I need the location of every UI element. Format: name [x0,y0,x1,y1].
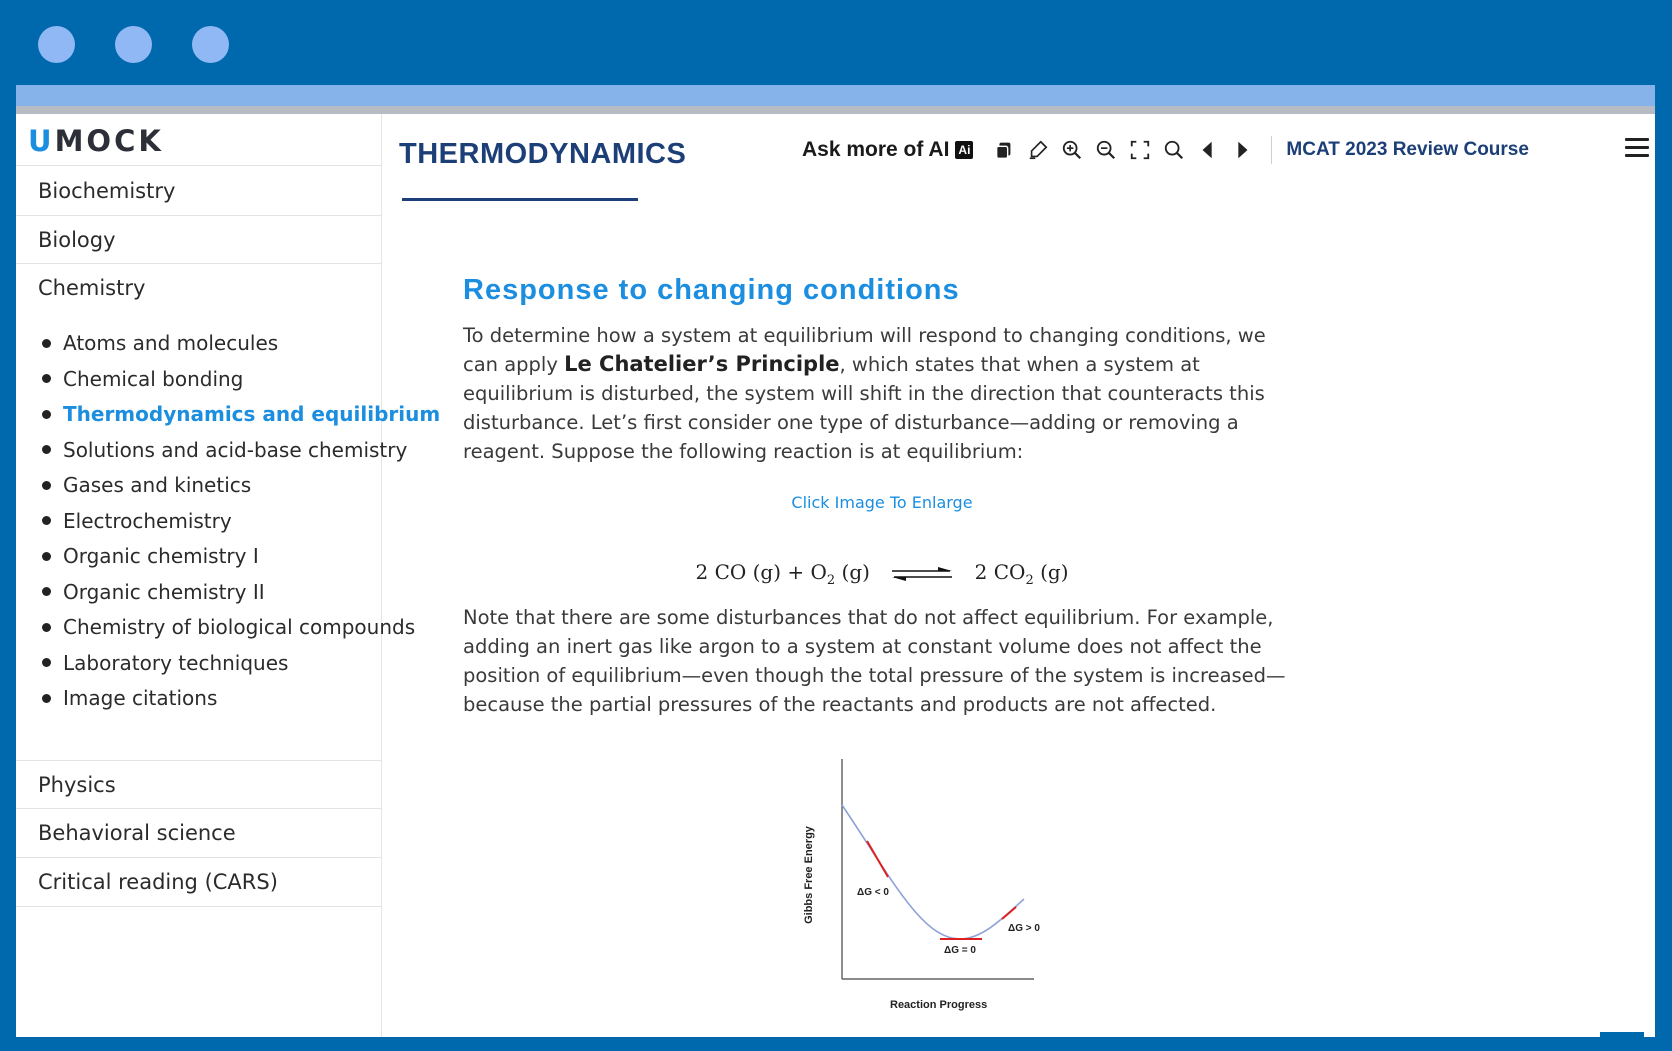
menu-icon[interactable] [1625,138,1649,158]
graph-label-negative: ΔG < 0 [857,887,889,898]
bullet-icon [42,481,51,490]
graph-tangent-negative [867,841,888,877]
course-link[interactable]: MCAT 2023 Review Course [1286,139,1529,160]
sidebar-divider [16,808,381,809]
bullet-icon [42,445,51,454]
equilibrium-arrows-icon [890,567,954,581]
copy-icon[interactable] [993,139,1015,161]
zoom-in-icon[interactable] [1061,139,1083,161]
chemistry-subtopic-item[interactable] [42,580,265,604]
window-controls [38,26,229,63]
graph-plot [812,759,1072,999]
subtopic-label: Chemistry of biological compounds [63,615,416,639]
subtopic-label: Laboratory techniques [63,650,289,675]
chemistry-subtopic-item[interactable] [42,544,259,568]
tab-strip [16,85,1655,114]
bullet-icon [42,623,51,632]
sidebar-divider [16,215,381,216]
sidebar-item-physics[interactable]: Physics [38,773,116,797]
next-page-icon[interactable] [1231,139,1253,161]
sidebar-divider [16,760,381,761]
ask-ai-label[interactable]: Ask more of AI [802,138,950,161]
highlighter-icon[interactable] [1027,139,1049,161]
sidebar-divider [16,857,381,858]
fullscreen-icon[interactable] [1129,139,1151,161]
equation-left-sub: 2 [826,573,836,588]
graph-x-label: Reaction Progress [890,999,988,1011]
chemistry-subtopic-item[interactable] [42,686,217,710]
chemistry-subtopic-item[interactable] [42,473,251,497]
subtopic-label: Atoms and molecules [63,331,279,355]
graph-y-label: Gibbs Free Energy [802,826,815,924]
chemistry-subtopic-item[interactable] [42,651,288,675]
chemistry-subtopic-item[interactable] [42,615,415,639]
sidebar-divider [16,263,381,264]
subtopic-label: Organic chemistry II [63,579,265,604]
logo[interactable] [28,124,164,158]
subtopic-label: Gases and kinetics [63,473,252,497]
intro-paragraph [463,321,1293,466]
gibbs-energy-graph[interactable] [802,759,1072,1024]
graph-curve [842,805,1024,939]
subtopic-label: Chemical bonding [63,366,244,391]
equation-right-sub: 2 [1025,573,1034,588]
subtopic-label: Solutions and acid-base chemistry [63,437,408,462]
sidebar-item-critical-reading[interactable]: Critical reading (CARS) [38,870,278,894]
sidebar-item-behavioral-science[interactable]: Behavioral science [38,821,236,845]
graph-tangent-positive [1002,907,1016,919]
sidebar-item-chemistry[interactable]: Chemistry [38,276,146,300]
subtopic-label: Electrochemistry [63,508,232,533]
sidebar [16,114,441,1037]
equation-right: 2 CO [974,560,1026,584]
ai-icon[interactable]: Ai [955,141,973,159]
bullet-icon [42,516,51,525]
zoom-out-icon[interactable] [1095,139,1117,161]
chemistry-subtopic-item[interactable] [42,367,243,391]
window-maximize-dot[interactable] [192,26,229,63]
bullet-icon [42,374,51,383]
graph-label-positive: ΔG > 0 [1008,923,1040,934]
window-close-dot[interactable] [38,26,75,63]
intro-text-cont: , which states that when a system at equilibrium is disturbed, the system will shift in the direction that counteracts this disturbance. Let’s first consider one type of disturbance—adding or removing a reagent. Suppose the following reaction is at equilibrium: [463,353,1265,463]
logo-u: U [28,124,55,158]
equation-left: 2 CO (g) + O [695,560,827,584]
main-content [382,114,1655,1037]
sidebar-item-biology[interactable]: Biology [38,228,116,252]
chemistry-subtopic-item[interactable] [42,438,407,462]
bullet-icon [42,339,51,348]
logo-text: MOCK [54,124,164,158]
scroll-indicator [1600,1032,1644,1037]
chemistry-subtopic-item[interactable] [42,509,232,533]
chemistry-subtopic-item[interactable] [42,331,278,355]
le-chatelier-term: Le Chatelier’s Principle [564,352,840,376]
window-minimize-dot[interactable] [115,26,152,63]
equation-left-phase: (g) [835,560,870,584]
subtopic-label: Thermodynamics and equilibrium [63,402,441,426]
page-title: THERMODYNAMICS [399,138,687,170]
prev-page-icon[interactable] [1197,139,1219,161]
toolbar [802,132,1529,168]
title-underline [402,198,638,201]
click-to-enlarge-link[interactable]: Click Image To Enlarge [791,493,973,512]
app-window [16,114,1655,1037]
sidebar-divider [16,165,381,166]
bullet-icon [42,587,51,596]
search-icon[interactable] [1163,139,1185,161]
toolbar-divider [1271,136,1272,164]
sidebar-item-biochemistry[interactable]: Biochemistry [38,179,176,203]
bullet-icon [42,410,51,419]
bullet-icon [42,658,51,667]
subtopic-label: Organic chemistry I [63,544,259,568]
equation-right-phase: (g) [1033,560,1069,584]
inert-gas-paragraph: Note that there are some disturbances that do not affect equilibrium. For example, adding an inert gas like argon to a system at constant volume does not affect the position of equilibrium—even though the total pressure of the system is increased— because the partial pressures of the reactants and products are not affected. [463,606,1286,716]
subtopic-label: Image citations [63,686,218,710]
bullet-icon [42,694,51,703]
graph-label-zero: ΔG = 0 [944,945,976,956]
chemistry-subtopic-item[interactable] [42,402,440,426]
reaction-equation[interactable] [382,560,1382,588]
intro-text: To determine how a system at equilibrium will respond to changing conditions, we can apply [463,324,1266,376]
section-heading: Response to changing conditions [463,274,960,306]
sidebar-divider [16,906,381,907]
bullet-icon [42,552,51,561]
